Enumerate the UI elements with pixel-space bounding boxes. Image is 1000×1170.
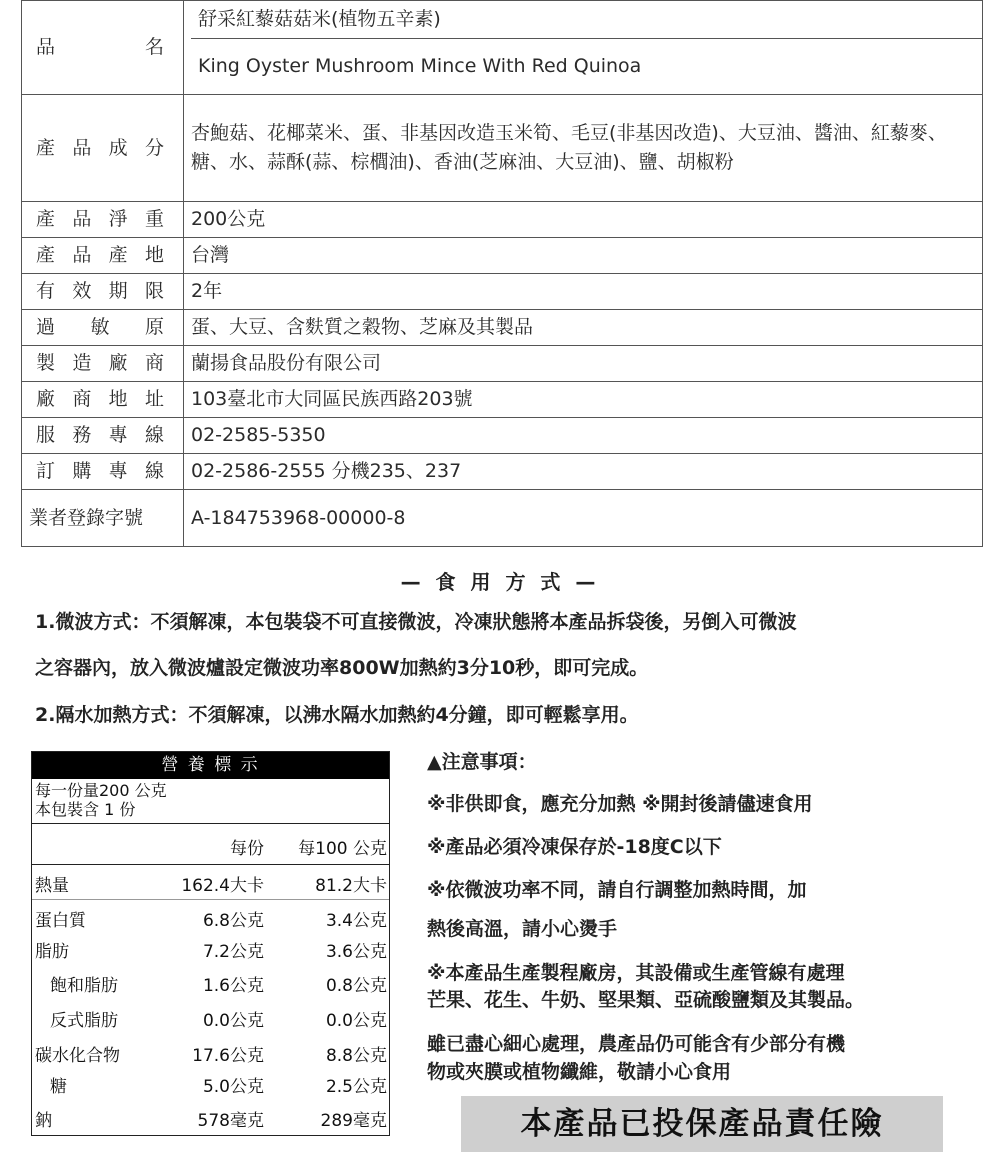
label-char: 線 — [144, 460, 164, 482]
nutrition-facts-panel — [31, 751, 390, 1136]
shelf-label-cell — [22, 274, 184, 310]
caution-line: ※非供即食，應充分加熱 ※開封後請儘速食用 — [427, 793, 813, 815]
label-char: 專 — [108, 424, 128, 446]
caution-line: 芒果、花生、牛奶、堅果類、亞硫酸鹽類及其製品。 — [427, 989, 865, 1011]
net-weight: 200公克 — [184, 202, 983, 238]
maker-label-cell — [22, 346, 184, 382]
label-char: 過 — [36, 316, 56, 338]
caution-line: 熱後高溫，請小心燙手 — [427, 918, 618, 940]
nutrition-row — [32, 1035, 389, 1070]
label-char: 訂 — [36, 460, 56, 482]
per-100g-value: 8.8公克 — [325, 1046, 387, 1066]
label-char: 品 — [72, 136, 92, 159]
cooking-line-1: 1.微波方式：不須解凍，本包裝袋不可直接微波，冷凍狀態將本產品拆袋後，另倒入可微波 — [35, 611, 797, 633]
label-char: 線 — [144, 424, 164, 446]
registration-label-cell — [22, 490, 184, 547]
serving-size: 每一份量200 公克 — [35, 781, 167, 800]
label-char: 專 — [108, 460, 128, 482]
label-char: 製 — [36, 352, 56, 374]
per-100g-value: 2.5公克 — [325, 1077, 387, 1097]
label-char: 品 — [36, 36, 56, 58]
label-char: 商 — [72, 388, 92, 410]
label-char: 期 — [108, 280, 128, 302]
nutrition-row — [32, 935, 389, 965]
per-serving-value: 6.8公克 — [202, 911, 264, 931]
label-char: 廠 — [36, 388, 56, 410]
label-char: 敏 — [90, 316, 110, 338]
label-char: 服 — [36, 424, 56, 446]
label-char: 效 — [72, 280, 92, 302]
per-serving-value: 5.0公克 — [202, 1077, 264, 1097]
label-char: 址 — [144, 388, 164, 410]
ingredients-cell — [184, 95, 983, 202]
label-char: 廠 — [108, 352, 128, 374]
cooking-line-2: 之容器內，放入微波爐設定微波功率800W加熱約3分10秒，即可完成。 — [35, 657, 649, 679]
nutrient-name: 糖 — [50, 1077, 67, 1097]
caution-line: 物或夾膜或植物纖維，敬請小心食用 — [427, 1061, 732, 1083]
per-serving-value: 162.4大卡 — [181, 876, 264, 896]
servings-per-pack: 本包裝含 1 份 — [35, 800, 136, 819]
per-100g-value: 3.6公克 — [325, 942, 387, 962]
per-100g-value: 289毫克 — [320, 1111, 387, 1131]
liability-insurance-banner: 本產品已投保產品責任險 — [461, 1096, 943, 1152]
label-char: 原 — [144, 316, 164, 338]
label-char: 產 — [36, 136, 56, 159]
label-char: 重 — [144, 208, 164, 230]
nutrition-row — [32, 1100, 389, 1135]
allergen-label-cell — [22, 310, 184, 346]
product-name-en: King Oyster Mushroom Mince With Red Quinoa — [191, 38, 982, 94]
label-char: 購 — [72, 460, 92, 482]
label-char: 產 — [108, 244, 128, 266]
label-char: 地 — [144, 244, 164, 266]
per-100g-value: 0.8公克 — [325, 976, 387, 996]
col-per-100g: 每100 公克 — [298, 839, 387, 859]
per-serving-value: 17.6公克 — [192, 1046, 264, 1066]
caution-line: ※產品必須冷凍保存於-18度C以下 — [427, 836, 722, 858]
nutrition-row — [32, 900, 389, 935]
label-char: 名 — [144, 36, 164, 58]
maker-value: 蘭揚食品股份有限公司 — [184, 346, 983, 382]
caution-line: 雖已盡心細心處理，農產品仍可能含有少部分有機 — [427, 1033, 846, 1055]
nutrient-name: 脂肪 — [35, 942, 69, 962]
cooking-title: — 食 用 方 式 — — [400, 570, 600, 594]
allergen-value: 蛋、大豆、含麩質之穀物、芝麻及其製品 — [184, 310, 983, 346]
nutrient-name: 鈉 — [35, 1111, 52, 1131]
product-info-table — [21, 0, 983, 547]
address-value: 103臺北市大同區民族西路203號 — [184, 382, 983, 418]
label-char: 商 — [144, 352, 164, 374]
nutrient-name: 蛋白質 — [35, 911, 86, 931]
per-serving-value: 7.2公克 — [202, 942, 264, 962]
nutrition-row — [32, 865, 389, 900]
nutrition-row — [32, 965, 389, 1000]
label-char: 分 — [144, 136, 164, 159]
ingredients-label-cell — [22, 95, 184, 202]
address-label-cell — [22, 382, 184, 418]
weight-label-cell — [22, 202, 184, 238]
label-char: 品 — [72, 244, 92, 266]
shelf-life: 2年 — [184, 274, 983, 310]
label-char: 產 — [36, 244, 56, 266]
per-serving-value: 0.0公克 — [202, 1011, 264, 1031]
nutrient-name: 熱量 — [35, 876, 69, 896]
caution-title: ▲注意事項： — [427, 751, 537, 773]
label-char: 產 — [36, 208, 56, 230]
order-phone: 02-2586-2555 分機235、237 — [184, 454, 983, 490]
name-label-cell — [22, 1, 184, 95]
serving-info — [32, 779, 389, 824]
label-char: 成 — [108, 136, 128, 159]
nutrition-row — [32, 1070, 389, 1100]
per-serving-value: 1.6公克 — [202, 976, 264, 996]
product-name-cell — [184, 1, 983, 95]
service-label-cell — [22, 418, 184, 454]
nutrition-title: 營 養 標 示 — [32, 752, 389, 779]
per-100g-value: 0.0公克 — [325, 1011, 387, 1031]
caution-line: ※本產品生產製程廠房，其設備或生產管線有處理 — [427, 962, 845, 984]
caution-line: ※依微波功率不同，請自行調整加熱時間，加 — [427, 879, 807, 901]
product-name-zh: 舒采紅藜菇菇米(植物五辛素) — [198, 8, 441, 30]
nutrient-name: 飽和脂肪 — [50, 976, 118, 996]
nutrient-name: 碳水化合物 — [35, 1046, 120, 1066]
ingredients-text: 杏鮑菇、花椰菜米、蛋、非基因改造玉米筍、毛豆(非基因改造)、大豆油、醬油、紅藜麥、糖、水、蒜酥(蒜、棕櫚油)、香油(芝麻油、大豆油)、鹽、胡椒粉 — [191, 122, 947, 173]
per-100g-value: 3.4公克 — [325, 911, 387, 931]
label-char: 限 — [144, 280, 164, 302]
order-label-cell — [22, 454, 184, 490]
label-char: 造 — [72, 352, 92, 374]
label-char: 地 — [108, 388, 128, 410]
origin-value: 台灣 — [184, 238, 983, 274]
registration-label: 業者登錄字號 — [29, 506, 144, 529]
nutrition-row — [32, 1000, 389, 1035]
registration-number: A-184753968-00000-8 — [184, 490, 983, 547]
col-per-serving: 每份 — [230, 839, 264, 859]
per-serving-value: 578毫克 — [197, 1111, 264, 1131]
label-char: 品 — [72, 208, 92, 230]
service-phone: 02-2585-5350 — [184, 418, 983, 454]
per-100g-value: 81.2大卡 — [315, 876, 387, 896]
nutrition-column-header — [32, 824, 389, 865]
label-char: 務 — [72, 424, 92, 446]
nutrient-name: 反式脂肪 — [50, 1011, 118, 1031]
label-char: 淨 — [108, 208, 128, 230]
label-char: 有 — [36, 280, 56, 302]
cooking-line-3: 2.隔水加熱方式：不須解凍，以沸水隔水加熱約4分鐘，即可輕鬆享用。 — [35, 704, 639, 726]
origin-label-cell — [22, 238, 184, 274]
